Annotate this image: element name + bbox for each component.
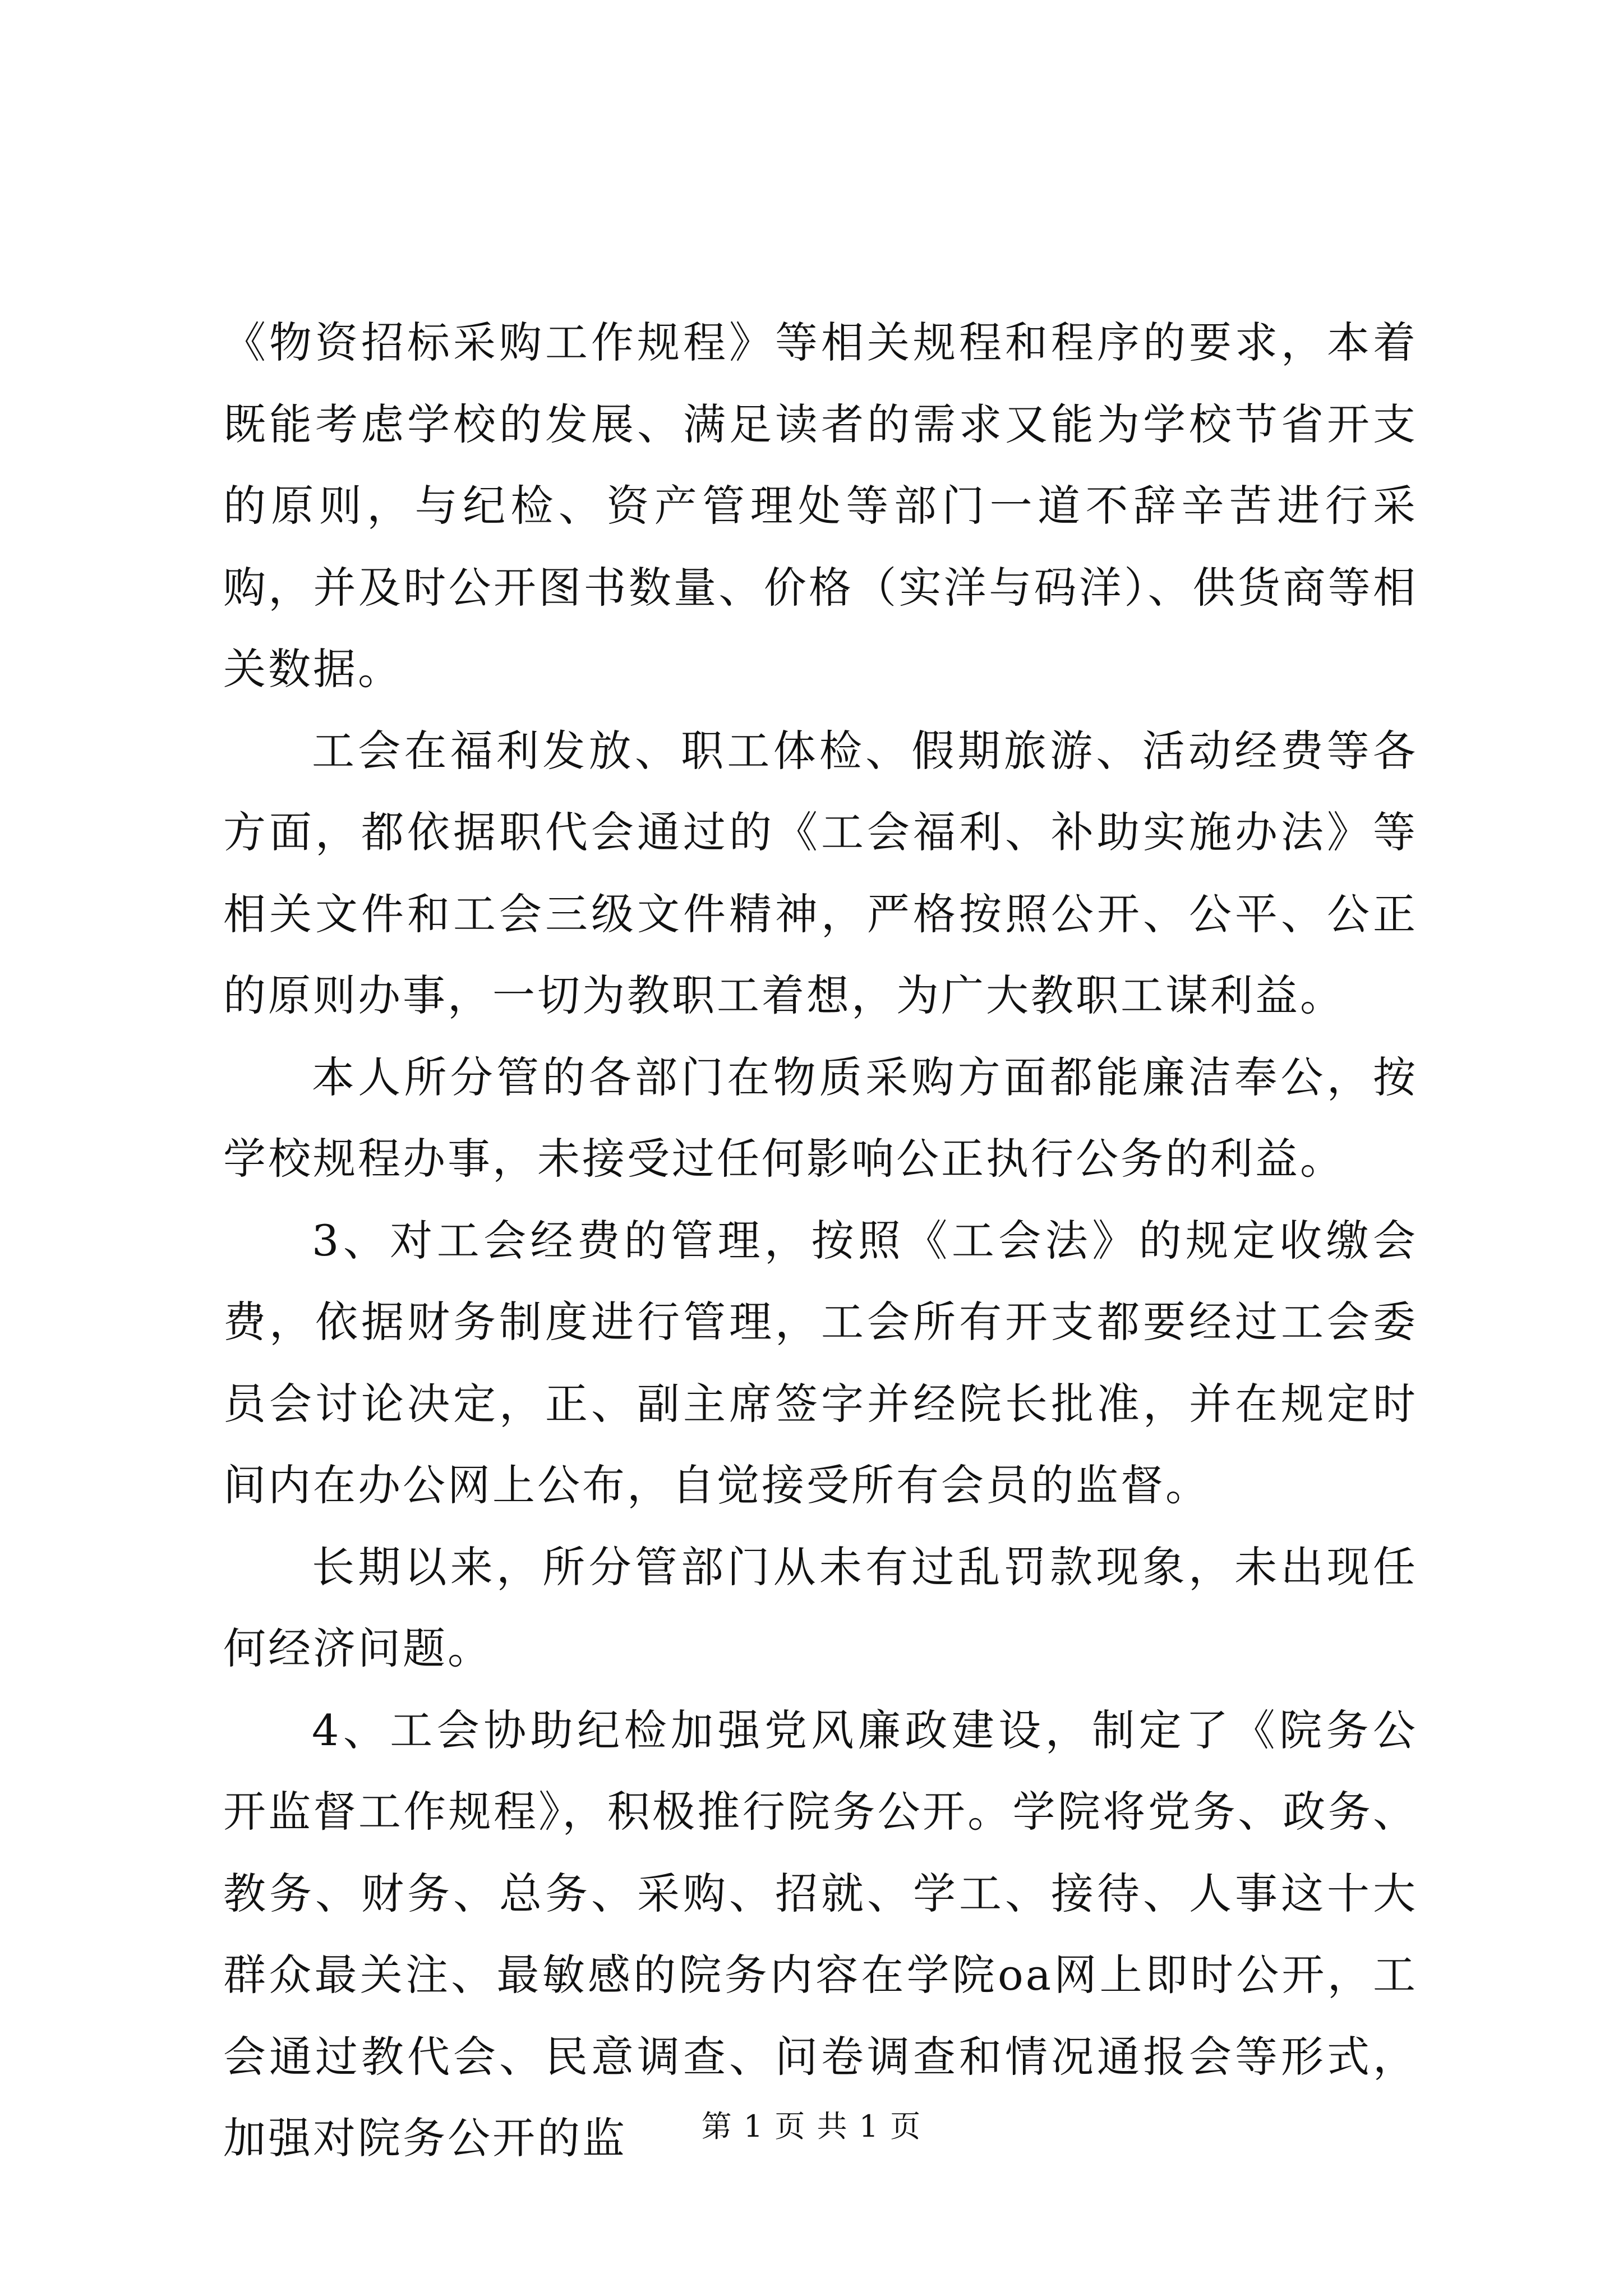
- paragraph-5: 长期以来，所分管部门从未有过乱罚款现象，未出现任何经济问题。: [223, 1542, 1418, 1673]
- page-footer: 第 1 页 共 1 页: [701, 2109, 922, 2144]
- paragraph-3: 本人所分管的各部门在物质采购方面都能廉洁奉公，按学校规程办事，未接受过任何影响公正执行公务的利益。: [223, 1052, 1418, 1184]
- paragraph-2: 工会在福利发放、职工体检、假期旅游、活动经费等各方面，都依据职代会通过的《工会福利、补助实施办法》等相关文件和工会三级文件精神，严格按照公开、公平、公正的原则办事，一切为教职工着想，为广大教职工谋利益。: [223, 725, 1418, 1020]
- paragraph-4: 3、对工会经费的管理，按照《工会法》的规定收缴会费，依据财务制度进行管理，工会所有开支都要经过工会委员会讨论决定，正、副主席签字并经院长批准，并在规定时间内在办公网上公布，自觉接受所有会员的监督。: [223, 1215, 1418, 1510]
- document-body: [223, 302, 1418, 2179]
- paragraph-1: 《物资招标采购工作规程》等相关规程和程序的要求，本着既能考虑学校的发展、满足读者的需求又能为学校节省开支的原则，与纪检、资产管理处等部门一道不辞辛苦进行采购，并及时公开图书数量、价格（实洋与码洋）、供货商等相关数据。: [223, 318, 1418, 694]
- paragraph-6: 4、工会协助纪检加强党风廉政建设，制定了《院务公开监督工作规程》，积极推行院务公开。学院将党务、政务、教务、财务、总务、采购、招就、学工、接待、人事这十大群众最关注、最敏感的院务内容在学院oa网上即时公开，工会通过教代会、民意调查、问卷调查和情况通报会等形式，加强对院务公开的监: [223, 1705, 1418, 2163]
